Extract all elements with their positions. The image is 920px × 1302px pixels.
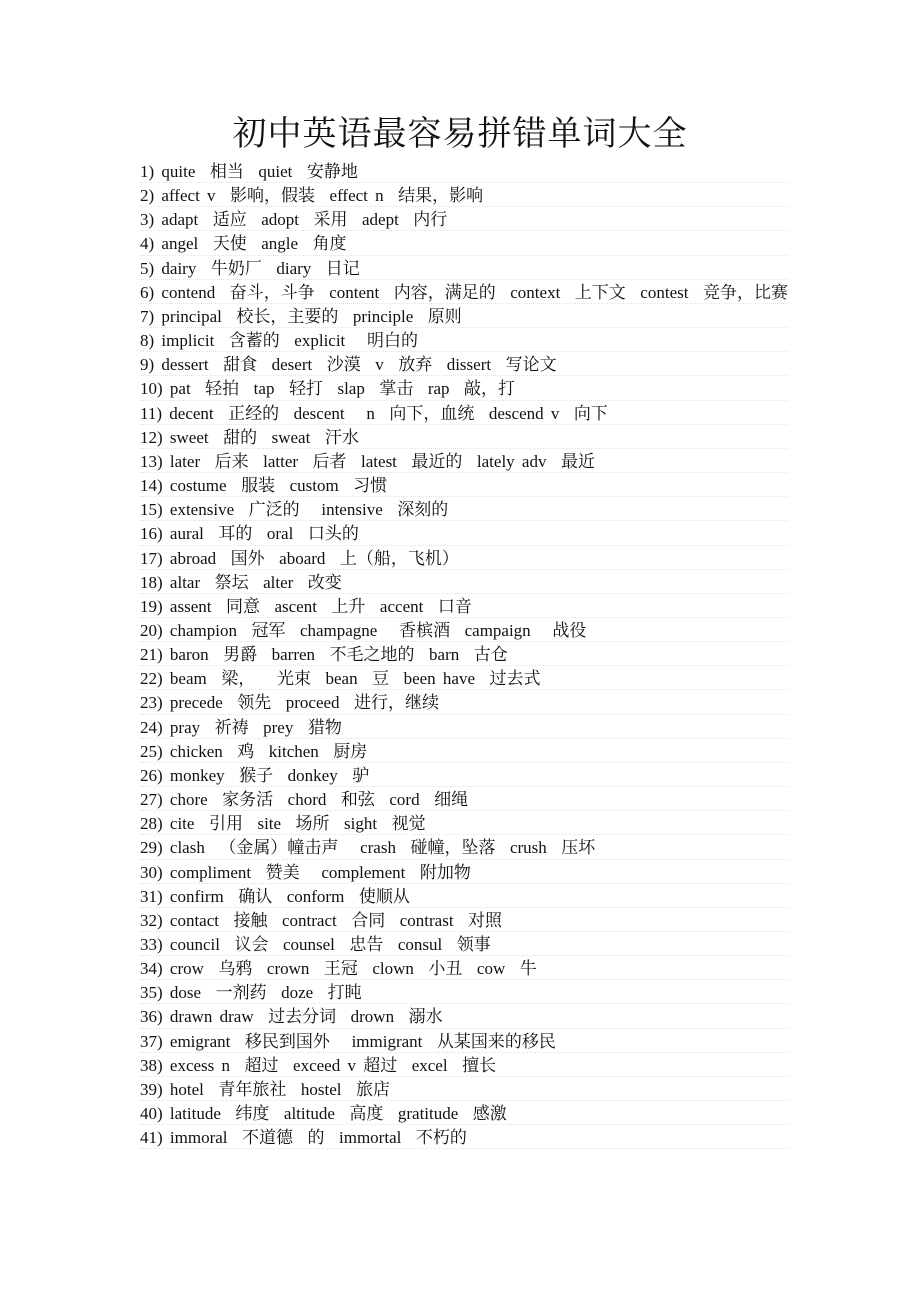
list-item-text: 25) chicken 鸡 kitchen 厨房 (140, 741, 368, 761)
list-item (140, 764, 788, 788)
list-item (140, 788, 788, 812)
list-item-text: 16) aural 耳的 oral 口头的 (140, 524, 359, 544)
list-item-text: 6) contend 奋斗，斗争 content 内容，满足的 context 上下文 contest 竞争，比赛 (140, 282, 788, 302)
list-item (140, 933, 788, 957)
list-item (140, 909, 788, 933)
list-item (140, 329, 788, 353)
list-item (140, 377, 788, 401)
list-item (140, 691, 788, 715)
list-item (140, 812, 788, 836)
list-item (140, 522, 788, 546)
list-item (140, 1102, 788, 1126)
list-item (140, 257, 788, 281)
list-item-text: 17) abroad 国外 aboard 上（船，飞机） (140, 548, 459, 568)
list-item (140, 957, 788, 981)
list-item (140, 498, 788, 522)
list-item (140, 232, 788, 256)
list-item (140, 184, 788, 208)
list-item-text: 35) dose 一剂药 doze 打盹 (140, 983, 362, 1003)
list-item (140, 402, 788, 426)
list-item-text: 8) implicit 含蓄的 explicit 明白的 (140, 331, 419, 351)
list-item-text: 34) crow 乌鸦 crown 王冠 clown 小丑 cow 牛 (140, 959, 537, 979)
list-item (140, 1030, 788, 1054)
list-item-text: 5) dairy 牛奶厂 diary 日记 (140, 258, 360, 278)
list-item-text: 31) confirm 确认 conform 使顺从 (140, 886, 410, 906)
list-item (140, 643, 788, 667)
list-item (140, 619, 788, 643)
list-item (140, 861, 788, 885)
list-item-text: 23) precede 领先 proceed 进行，继续 (140, 693, 440, 713)
list-item-text: 7) principal 校长，主要的 principle 原则 (140, 306, 462, 326)
list-item-text: 40) latitude 纬度 altitude 高度 gratitude 感激 (140, 1104, 507, 1124)
list-item-text: 32) contact 接触 contract 合同 contrast 对照 (140, 910, 503, 930)
document-title: 初中英语最容易拼错单词大全 (232, 116, 688, 153)
list-item-text: 30) compliment 赞美 complement 附加物 (140, 862, 471, 882)
list-item-text: 20) champion 冠军 champagne 香槟酒 campaign 战役 (140, 620, 587, 640)
list-item (140, 353, 788, 377)
list-item (140, 450, 788, 474)
list-item-text: 11) decent 正经的 descent n 向下，血统 descend v 向下 (140, 403, 608, 423)
list-item (140, 885, 788, 909)
list-item (140, 281, 788, 305)
list-item (140, 740, 788, 764)
list-item (140, 426, 788, 450)
list-item (140, 716, 788, 740)
list-item (140, 571, 788, 595)
list-item-text: 41) immoral 不道德 的 immortal 不朽的 (140, 1128, 467, 1148)
list-item (140, 474, 788, 498)
list-item (140, 160, 788, 184)
list-item-text: 10) pat 轻拍 tap 轻打 slap 掌击 rap 敲，打 (140, 379, 516, 399)
list-item-text: 4) angel 天使 angle 角度 (140, 234, 347, 254)
list-item-text: 14) costume 服装 custom 习惯 (140, 476, 388, 496)
list-item (140, 1078, 788, 1102)
list-item-text: 29) clash （金属）幢击声 crash 碰幢，坠落 crush 压坏 (140, 838, 596, 858)
list-item (140, 1005, 788, 1029)
list-item-text: 38) excess n 超过 exceed v 超过 excel 擅长 (140, 1055, 497, 1075)
list-item-text: 2) affect v 影响，假装 effect n 结果，影响 (140, 186, 484, 206)
list-item-text: 27) chore 家务活 chord 和弦 cord 细绳 (140, 790, 469, 810)
list-item-text: 21) baron 男爵 barren 不毛之地的 barn 古仓 (140, 645, 508, 665)
list-item-text: 12) sweet 甜的 sweat 汗水 (140, 427, 359, 447)
list-item-text: 28) cite 引用 site 场所 sight 视觉 (140, 814, 426, 834)
list-item (140, 208, 788, 232)
list-item-text: 3) adapt 适应 adopt 采用 adept 内行 (140, 210, 448, 230)
list-item (140, 305, 788, 329)
list-item (140, 1054, 788, 1078)
list-item-text: 26) monkey 猴子 donkey 驴 (140, 765, 370, 785)
word-list (140, 160, 788, 1150)
list-item-text: 39) hotel 青年旅社 hostel 旅店 (140, 1079, 391, 1099)
list-item-text: 33) council 议会 counsel 忠告 consul 领事 (140, 935, 491, 954)
list-item-text: 9) dessert 甜食 desert 沙漠 v 放弃 dissert 写论文 (140, 355, 557, 375)
list-item-text: 24) pray 祈祷 prey 猎物 (140, 717, 342, 737)
list-item (140, 836, 788, 860)
list-item-text: 37) emigrant 移民到国外 immigrant 从某国来的移民 (140, 1031, 556, 1051)
list-item-text: 18) altar 祭坛 alter 改变 (140, 572, 342, 592)
list-item-text: 19) assent 同意 ascent 上升 accent 口音 (140, 596, 472, 616)
list-item-text: 1) quite 相当 quiet 安静地 (140, 162, 358, 181)
list-item-text: 36) drawn draw 过去分词 drown 溺水 (140, 1007, 443, 1027)
list-item (140, 667, 788, 691)
list-item-text: 22) beam 梁， 光束 bean 豆 been have 过去式 (140, 669, 541, 689)
list-item-text: 15) extensive 广泛的 intensive 深刻的 (140, 500, 449, 520)
list-item-text: 13) later 后来 latter 后者 latest 最近的 lately adv 最近 (140, 451, 595, 471)
list-item (140, 1126, 788, 1150)
list-item (140, 547, 788, 571)
list-item (140, 981, 788, 1005)
list-item (140, 595, 788, 619)
